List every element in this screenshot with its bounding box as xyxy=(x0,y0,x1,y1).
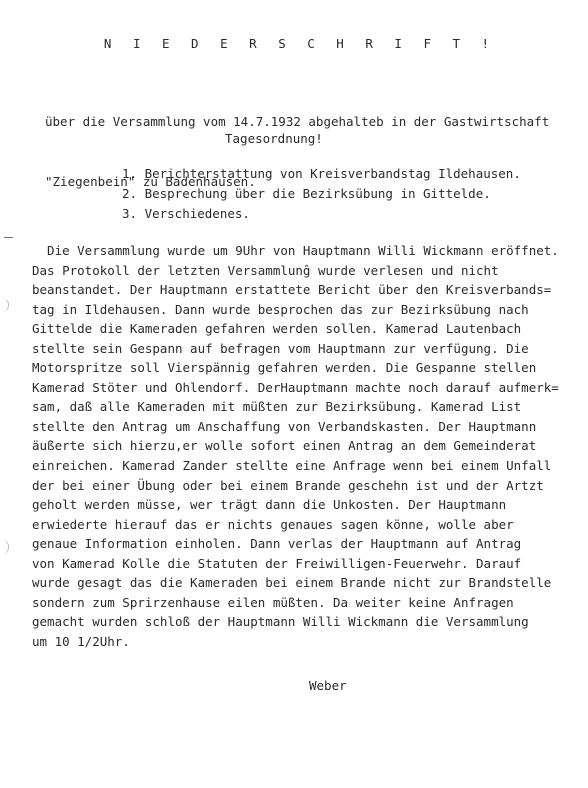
margin-tick-mark xyxy=(4,237,13,238)
body-line: geholt werden müsse, wer trägt dann die Unkosten. Der Hauptmann xyxy=(32,497,507,513)
body-line: wurde gesagt das die Kameraden bei einem Brande nicht zur Brandstelle xyxy=(32,575,552,591)
body-line: äußerte sich hierzu,er wolle sofort einen Antrag an dem Gemeinderat xyxy=(32,438,537,454)
body-line: Gittelde die Kameraden gefahren werden sollen. Kamerad Lautenbach xyxy=(32,321,522,337)
intro-line: "Ziegenbein" zu Badenhausen. xyxy=(45,174,256,189)
body-line: der bei einer Übung oder bei einem Brande geschehn ist und der Artzt xyxy=(32,477,544,493)
body-line: von Kamerad Kolle die Statuten der Freiwilligen-Feuerwehr. Darauf xyxy=(32,555,522,571)
document-title: N I E D E R S C H R I F T ! xyxy=(103,36,497,51)
body-line: beanstandet. Der Hauptmann erstattete Bericht über den Kreisverbands= xyxy=(32,282,552,298)
punch-hole-mark xyxy=(0,298,9,312)
body-line: sondern zum Sprirzenhause eilen müßten. Da weiter keine Anfragen xyxy=(32,594,514,610)
body-line: stellte den Antrag um Anschaffung von Verbandskasten. Der Hauptmann xyxy=(32,418,537,434)
body-line: gemacht wurden schloß der Hauptmann Willi Wickmann die Versammlung xyxy=(32,614,529,630)
body-line: Motorspritze soll Vierspännig gefahren werden. Die Gespanne stellen xyxy=(32,360,537,376)
body-line: Kamerad Stöter und Ohlendorf. DerHauptmann machte noch darauf aufmerk= xyxy=(32,379,559,395)
body-line: Die Versammlung wurde um 9Uhr von Hauptmann Willi Wickmann eröffnet. xyxy=(32,243,559,258)
signature-name: Weber xyxy=(309,678,347,693)
body-line: um 10 1/2Uhr. xyxy=(32,633,130,649)
body-line: sam, daß alle Kameraden mit müßten zur Bezirksübung. Kamerad List xyxy=(32,399,522,415)
body-line: einreichen. Kamerad Zander stellte eine Anfrage wenn bei einem Unfall xyxy=(32,458,552,474)
body-line: genaue Information einholen. Dann verlas der Hauptmann auf Antrag xyxy=(32,536,522,552)
agenda-item: 2. Besprechung über die Bezirksübung in Gittelde. xyxy=(122,186,491,201)
agenda-list xyxy=(122,164,521,224)
body-line: tag in Ildehausen. Dann wurde besprochen das zur Bezirksübung nach xyxy=(32,301,529,317)
body-line: stellte sein Gespann auf befragen vom Hauptmann zur verfügung. Die xyxy=(32,340,529,356)
agenda-item: 3. Verschiedenes. xyxy=(122,206,250,221)
intro-line: über die Versammlung vom 14.7.1932 abgehalteb in der Gastwirtschaft xyxy=(45,114,550,129)
agenda-heading: Tagesordnung! xyxy=(225,131,323,146)
body-line: erwiederte hierauf das er nichts genaues sagen könne, wolle aber xyxy=(32,516,514,532)
agenda-item: 1. Berichterstattung von Kreisverbandstag Ildehausen. xyxy=(122,166,521,181)
minutes-body xyxy=(32,241,588,651)
body-line: Das Protokoll der letzten Versammlunĝ wurde verlesen und nicht xyxy=(32,262,499,278)
punch-hole-mark xyxy=(0,540,9,554)
